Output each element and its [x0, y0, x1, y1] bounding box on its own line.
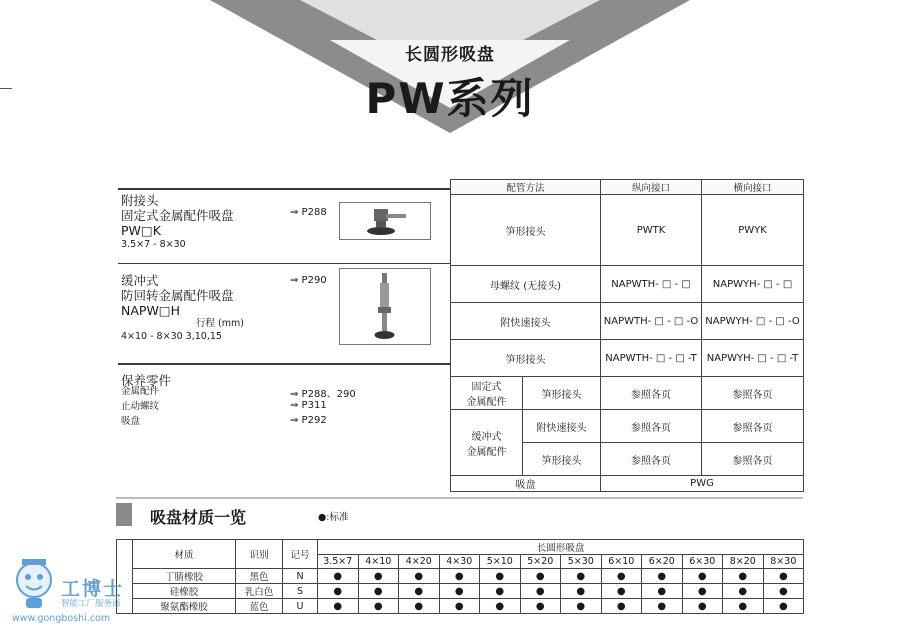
config-vertical: 参照各页: [601, 377, 702, 410]
config-fixed-row: [451, 377, 804, 410]
size-header: 4×30: [439, 555, 480, 569]
material-name: 硅橡胶: [133, 584, 236, 599]
maintenance-title: 保养零件: [121, 373, 172, 388]
standard-mark: ●: [358, 584, 399, 599]
page-subtitle: 长圆形吸盘: [405, 45, 495, 65]
standard-mark: ●: [763, 599, 804, 614]
config-piping: 附快速接头: [523, 410, 601, 443]
config-buffer-label: [451, 410, 523, 476]
config-vertical: 参照各页: [601, 443, 702, 476]
standard-mark: ●: [723, 599, 764, 614]
config-header-vertical: 纵向接口: [601, 180, 702, 195]
config-horizontal: 参照各页: [702, 377, 804, 410]
standard-mark: ●: [601, 569, 642, 584]
size-header: 6×10: [601, 555, 642, 569]
config-piping: 笋形接头: [451, 340, 601, 377]
material-code: S: [283, 584, 318, 599]
config-row: [451, 340, 804, 377]
config-vertical: PWTK: [601, 195, 702, 266]
config-buffer-label-line: 缓冲式: [471, 431, 502, 443]
config-fixed-label-line: 固定式: [471, 382, 502, 393]
product-name: 固定式金属配件吸盘: [121, 208, 234, 223]
config-horizontal: 参照各页: [702, 410, 804, 443]
config-vertical: NAPWTH- □ - □: [601, 266, 702, 303]
size-header: 5×10: [480, 555, 521, 569]
size-header: 4×10: [358, 555, 399, 569]
watermark-brand: 工博士: [61, 578, 125, 600]
product-fixed-metal: [121, 193, 234, 251]
product-ref-link[interactable]: ⇒ P288: [290, 207, 327, 218]
material-name: 聚氨酯橡胶: [133, 599, 236, 614]
standard-mark: ●: [763, 569, 804, 584]
config-horizontal: NAPWYH- □ - □ -O: [702, 303, 804, 340]
standard-mark: ●: [399, 569, 440, 584]
standard-mark: ●: [723, 584, 764, 599]
size-header: 5×20: [520, 555, 561, 569]
section-divider: [116, 497, 803, 499]
standard-mark: ●: [439, 569, 480, 584]
standard-mark: ●: [601, 599, 642, 614]
product-size-range: 4×10 - 8×30 3,10,15: [121, 331, 222, 342]
size-header: 4×20: [399, 555, 440, 569]
product-category: 缓冲式: [121, 273, 159, 288]
config-vertical: 参照各页: [601, 410, 702, 443]
config-buffer-row: [451, 410, 804, 443]
standard-mark: ●: [439, 584, 480, 599]
product-name: 防回转金属配件吸盘: [121, 288, 234, 303]
config-horizontal: 参照各页: [702, 443, 804, 476]
material-header-group: 长圆形吸盘: [318, 540, 804, 555]
config-horizontal: NAPWYH- □ - □: [702, 266, 804, 303]
material-row: [117, 569, 804, 584]
config-piping: 附快速接头: [451, 303, 601, 340]
standard-mark: ●: [642, 599, 683, 614]
config-table: [450, 179, 804, 492]
material-header-code: 记号: [283, 540, 318, 569]
maintenance-item: 吸盘: [121, 416, 141, 427]
config-vertical: NAPWTH- □ - □ -O: [601, 303, 702, 340]
material-color: 蓝色: [236, 599, 283, 614]
standard-mark: ●: [601, 584, 642, 599]
standard-mark: ●: [561, 584, 602, 599]
standard-mark: ●: [682, 569, 723, 584]
watermark-slogan: 智能工厂服务商: [61, 599, 121, 609]
config-piping: 笋形接头: [451, 195, 601, 266]
section-rule-top: [118, 188, 450, 190]
maintenance-item: 金属配件: [121, 386, 160, 397]
product-image-fixed: [339, 202, 431, 240]
product-size-range: 3.5×7 - 8×30: [121, 239, 186, 250]
size-header: 6×20: [642, 555, 683, 569]
standard-mark: ●: [358, 599, 399, 614]
material-row: [117, 584, 804, 599]
config-row: [451, 195, 804, 266]
config-pad-value: PWG: [601, 476, 804, 492]
product-buffer-metal: [121, 273, 234, 318]
standard-mark: ●: [439, 599, 480, 614]
material-header-row: [117, 540, 804, 555]
material-table: [116, 539, 804, 614]
product-ref-link[interactable]: ⇒ P290: [290, 275, 327, 286]
standard-mark: ●: [723, 569, 764, 584]
standard-mark: ●: [561, 569, 602, 584]
config-row: [451, 266, 804, 303]
config-header-horizontal: 横向接口: [702, 180, 804, 195]
material-color: 黑色: [236, 569, 283, 584]
standard-mark: ●: [318, 569, 359, 584]
config-horizontal: NAPWYH- □ - □ -T: [702, 340, 804, 377]
material-header-color: 识别: [236, 540, 283, 569]
config-piping: 笋形接头: [523, 443, 601, 476]
standard-mark: ●: [642, 569, 683, 584]
material-name: 丁腈橡胶: [133, 569, 236, 584]
buffer-pad-icon: [340, 269, 430, 344]
config-fixed-label-line: 金属配件: [466, 397, 507, 408]
product-model: PW□K: [121, 223, 161, 238]
config-piping: 笋形接头: [523, 377, 601, 410]
maintenance-ref-link[interactable]: ⇒ P288、290: [290, 389, 356, 400]
config-header-row: [451, 180, 804, 195]
maintenance-ref-link[interactable]: ⇒ P311: [290, 400, 327, 411]
section-rule-middle: [118, 263, 450, 264]
config-row: [451, 303, 804, 340]
config-buffer-label-line: 金属配件: [466, 446, 507, 458]
size-header: 6×30: [682, 555, 723, 569]
standard-mark: ●: [480, 569, 521, 584]
maintenance-ref-link[interactable]: ⇒ P292: [290, 415, 327, 426]
material-legend: ●:标准: [318, 512, 349, 523]
watermark-mascot-icon: [10, 556, 58, 612]
config-pad-row: [451, 476, 804, 492]
material-header-material: 材质: [133, 540, 236, 569]
standard-mark: ●: [682, 599, 723, 614]
standard-mark: ●: [763, 584, 804, 599]
size-header: 8×20: [723, 555, 764, 569]
standard-mark: ●: [520, 584, 561, 599]
config-pad-label: 吸盘: [451, 476, 601, 492]
config-piping: 母螺纹 (无接头): [451, 266, 601, 303]
standard-mark: ●: [682, 584, 723, 599]
product-image-buffer: [339, 268, 431, 345]
config-fixed-label: [451, 377, 523, 410]
material-row: [117, 599, 804, 614]
size-header: 3.5×7: [318, 555, 359, 569]
standard-mark: ●: [480, 584, 521, 599]
standard-mark: ●: [399, 584, 440, 599]
standard-mark: ●: [642, 584, 683, 599]
standard-mark: ●: [520, 569, 561, 584]
section-rule-bottom: [118, 363, 450, 365]
page-title: PW系列: [365, 74, 535, 123]
standard-mark: ●: [520, 599, 561, 614]
size-header: 8×30: [763, 555, 804, 569]
size-header: 5×30: [561, 555, 602, 569]
section-marker: [116, 503, 132, 526]
standard-mark: ●: [318, 599, 359, 614]
maintenance-item: 止动螺纹: [121, 401, 160, 412]
standard-mark: ●: [561, 599, 602, 614]
material-code: N: [283, 569, 318, 584]
product-model: NAPW□H: [121, 303, 181, 318]
standard-mark: ●: [358, 569, 399, 584]
material-color: 乳白色: [236, 584, 283, 599]
material-section-title: 吸盘材质一览: [150, 508, 247, 527]
config-header-piping: 配管方法: [451, 180, 601, 195]
suction-pad-icon: [340, 203, 430, 239]
standard-mark: ●: [318, 584, 359, 599]
standard-mark: ●: [480, 599, 521, 614]
product-category: 附接头: [121, 193, 159, 208]
watermark-url: www.gongboshi.com: [12, 613, 111, 624]
material-code: U: [283, 599, 318, 614]
config-vertical: NAPWTH- □ - □ -T: [601, 340, 702, 377]
stroke-label: 行程 (mm): [196, 318, 244, 329]
standard-mark: ●: [399, 599, 440, 614]
config-horizontal: PWYK: [702, 195, 804, 266]
